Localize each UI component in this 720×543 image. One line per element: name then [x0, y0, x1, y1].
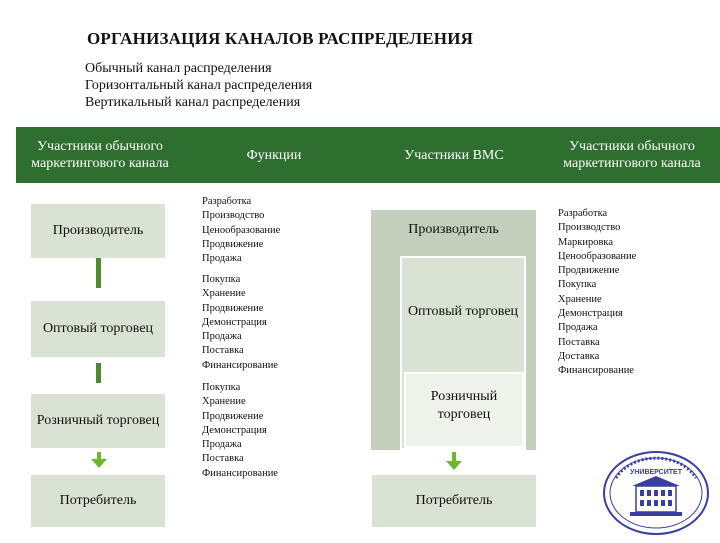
function-item: Поставка	[558, 336, 600, 348]
header-conventional-right: Участники обычного маркетингового канала	[544, 127, 720, 183]
function-item: Разработка	[202, 196, 252, 207]
function-item: Покупка	[202, 382, 241, 393]
function-item: Финансирование	[202, 359, 278, 371]
conventional-retailer-box: Розничный торговец	[31, 394, 165, 448]
header-vms: Участники ВМС	[364, 127, 544, 183]
function-item: Поставка	[202, 345, 244, 357]
function-item: Продвижение	[558, 265, 620, 277]
function-item: Доставка	[558, 350, 600, 362]
function-item: Поставка	[202, 453, 244, 465]
vms-retailer-label: Розничный торговец	[430, 389, 498, 422]
function-item: Финансирование	[558, 365, 634, 377]
function-item: Ценообразование	[558, 250, 637, 262]
vms-wholesaler-label: Оптовый торговец	[407, 304, 519, 319]
function-item: Продвижение	[202, 302, 264, 314]
function-item: Ценообразование	[202, 224, 281, 236]
conventional-wholesaler-box: Оптовый торговец	[31, 301, 165, 357]
conventional-consumer-box: Потребитель	[31, 475, 165, 527]
function-item: Хранение	[202, 396, 246, 408]
conventional-producer-box: Производитель	[31, 204, 165, 258]
page-title: ОРГАНИЗАЦИЯ КАНАЛОВ РАСПРЕДЕЛЕНИЯ	[87, 29, 474, 48]
function-item: Продажа	[558, 322, 598, 334]
functions-producer-list	[202, 195, 280, 266]
function-item: Продажа	[202, 331, 242, 343]
function-item: Продвижение	[202, 410, 264, 422]
down-arrow-icon	[91, 459, 107, 468]
function-item: Продажа	[202, 439, 242, 451]
function-item: Производство	[202, 210, 265, 222]
function-item: Маркировка	[558, 236, 614, 248]
down-arrow-icon	[446, 461, 462, 470]
function-item: Финансирование	[202, 467, 278, 479]
vms-producer-label: Производитель	[408, 222, 499, 237]
function-item: Продвижение	[202, 238, 264, 250]
channel-type-conventional: Обычный канал распределения	[85, 61, 272, 76]
logo-text: УНИВЕРСИТЕТ	[630, 469, 682, 476]
function-item: Разработка	[558, 208, 608, 219]
function-item: Покупка	[202, 274, 241, 285]
university-emblem-icon	[600, 448, 712, 538]
function-item: Продажа	[202, 253, 242, 265]
channel-type-vertical: Вертикальный канал распределения	[85, 95, 301, 110]
function-item: Хранение	[202, 288, 246, 300]
vms-functions-list	[558, 207, 636, 379]
header-functions: Функции	[184, 127, 364, 183]
channel-type-horizontal: Горизонтальный канал распределения	[85, 78, 313, 93]
function-item: Демонстрация	[558, 308, 623, 320]
function-item: Покупка	[558, 279, 597, 291]
functions-wholesaler-list	[202, 273, 278, 373]
header-conventional: Участники обычного маркетингового канала	[16, 127, 184, 183]
vms-consumer-box: Потребитель	[372, 475, 536, 527]
function-item: Производство	[558, 222, 621, 234]
function-item: Хранение	[558, 293, 602, 305]
function-item: Демонстрация	[202, 424, 267, 436]
function-item: Демонстрация	[202, 316, 267, 328]
connector-bar	[96, 363, 101, 383]
channel-types-list	[85, 60, 312, 111]
university-logo	[600, 448, 712, 538]
functions-retailer-list	[202, 381, 278, 481]
connector-bar	[96, 258, 101, 288]
